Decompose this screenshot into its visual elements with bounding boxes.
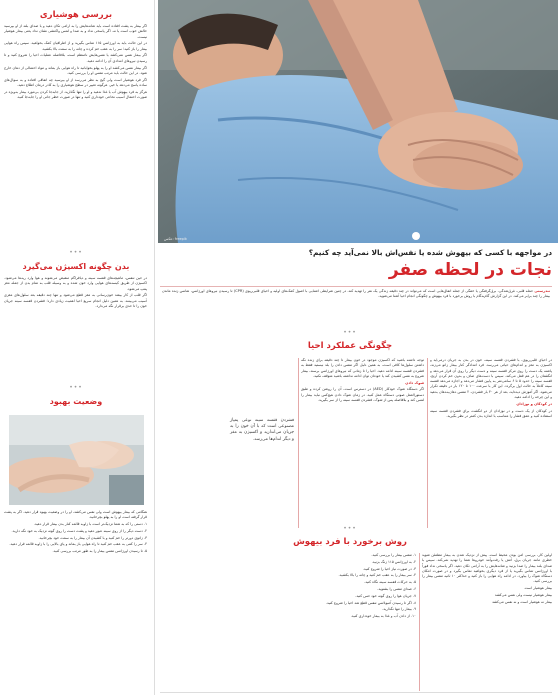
section-heading-unconscious: روش برخورد با فرد بیهوش — [293, 537, 407, 547]
paragraph: اگر دستگاه شوک خودکار (AED) در دسترس است، آن را روشن کرده و طبق دستورالعمل صوتی دستگاه عمل کنید. در زمان شوک دادن هیچ‌کس نباید بیمار را لمس کند و بلافاصله پس از شوک، فشردن قفسه سینه را از سر بگیرید. — [301, 387, 424, 403]
column-divider — [427, 358, 428, 528]
list-item: ۳. در صورت نیاز احیا را شروع کنید. — [362, 566, 416, 571]
separator-stars: ••• — [69, 249, 83, 256]
paragraph: در کودکان از یک دست و در نوزادان از دو انگشت برای فشردن قفسه سینه استفاده کنید و عمق فشار را متناسب با اندازه بدن کمتر در نظر بگیرید. — [430, 408, 552, 418]
list-item: بیمار هوشیار نیست ولی نفس می‌کشد — [494, 593, 552, 598]
column-divider — [419, 553, 420, 691]
bottom-rule — [160, 692, 552, 693]
paragraph: در احیای قلبی‌ریوی، با فشردن قفسه سینه، خون در بدن به جریان درمی‌آید و اکسیژن به مغز و اندام‌های حیاتی می‌رسد. فرد امدادگر کنار بیمار زانو می‌زند، پاشنه یک دست را روی مرکز قفسه سینه و دست دیگر را روی آن قرار می‌دهد و انگشتان را در هم قفل می‌کند. سپس با دست‌های صاف و بدون خم کردن آرنج، قفسه سینه را حدود ۵ تا ۶ سانتی‌متر به پایین فشار می‌دهد و اجازه می‌دهد قفسه سینه کاملاً به حالت اول برگردد. این کار با سرعت ۱۰۰ تا ۱۲۰ بار در دقیقه تکرار می‌شود. اگر آموزش دیده‌اید، بعد از هر ۳۰ بار فشردن، ۲ تنفس دهان‌به‌دهان بدهید و این چرخه را ادامه دهید. — [430, 358, 552, 400]
headline-kicker: در مواجهه با کسی که بیهوش شده یا نفس‌اش بالا نمی‌آید چه کنیم؟ — [308, 248, 552, 257]
unconscious-list — [290, 553, 416, 693]
photo-caption: عکس: freepik — [164, 237, 187, 241]
recovery-body — [4, 510, 147, 692]
list-item: ۵. تا رسیدن اورژانس تنفس بیمار را به طور مرتب بررسی کنید. — [52, 549, 147, 554]
headline-underline — [160, 286, 552, 287]
section-heading-recovery: وضعیت بهبود — [49, 397, 103, 406]
lead-label: تندرستی — [534, 289, 550, 293]
list-item: ۱. دستی را که به شما نزدیک‌تر است با زاویه قائمه کنار بدن بیمار قرار دهید. — [33, 522, 147, 527]
cpr-middle-text — [301, 358, 424, 528]
recovery-position-photo — [9, 415, 144, 505]
list-item: ۶. صدای تنفس را بشنوید. — [377, 586, 416, 591]
list-item: ۴. سر بیمار را به عقب خم کنید و چانه را بالا بکشید. — [338, 573, 416, 578]
list-item: بیمار هوشیار است — [524, 586, 552, 591]
section-heading-consciousness: بررسی هوشیاری — [39, 10, 113, 20]
separator-stars: ••• — [343, 329, 357, 336]
list-item: ۸. اگر تا رسیدن آمبولانس تنفس قطع شد احیا را شروع کنید. — [325, 600, 416, 605]
cpr-photo-illustration — [158, 0, 558, 243]
cpr-right-text — [430, 358, 552, 530]
paragraph: اگر فرد هوشیار است ولی گیج به نظر می‌رسد از او بپرسید چه اتفاقی افتاده و به سوال‌های ساده پاسخ می‌دهد یا خیر. هرگونه تغییر در سطح هوشیاری را به کادر درمان اطلاع دهید. — [4, 77, 147, 87]
paragraph: توجه داشته باشید که اکسیژن موجود در خون بیمار تا چند دقیقه برای زنده نگه داشتن سلول‌ها کافی است، به همین دلیل اگر تنفس دادن را بلد نیستید فقط به فشردن قفسه سینه ادامه دهید. احیا را تا زمانی که نیروهای اورژانس برسند، بیمار شروع به نفس کشیدن کند یا خودتان توان ادامه نداشته باشید متوقف نکنید. — [301, 358, 424, 378]
paragraph: هرگز به فرد بیهوش آب یا غذا ندهید و او را تنها نگذارید. از جابه‌جا کردن بی‌مورد بیمار به‌ویژه در صورت احتمال آسیب نخاعی خودداری کنید و تنها در صورت خطر جانی او را جابه‌جا کنید. — [4, 89, 147, 100]
paragraph: اولین کار، بررسی امن بودن محیط است. پیش از نزدیک شدن به بیمار مطمئن شوید خطری مانند جریان برق، آتش یا رفت‌وآمد خودروها شما را تهدید نمی‌کند. سپس با صدای بلند بیمار را صدا بزنید و شانه‌هایش را به آرامی تکان دهید. اگر پاسخی نداد فوراً با اورژانس تماس بگیرید یا از فرد دیگری بخواهید تماس بگیرد و در صورت امکان دستگاه شوک را بیاورد. در ادامه راه هوایی را باز کنید و حداکثر ۱۰ ثانیه تنفس بیمار را بررسی کنید. — [422, 553, 552, 584]
list-item: ۹. بیمار را تنها نگذارید. — [382, 607, 416, 612]
list-item: ۱۰. از دادن آب و غذا به بیمار خودداری کنید. — [350, 614, 416, 619]
paragraph: اگر بیمار نفس نمی‌کشد یا نفس‌هایش نامنظم است، بلافاصله عملیات احیا را شروع کنید و تا رسیدن نیروهای امدادی آن را ادامه دهید. — [4, 53, 147, 63]
section-heading-cpr: چگونگی عملکرد احیا — [307, 341, 393, 351]
section-heading-oxygen: بدن چگونه اکسیژن می‌گیرد — [22, 262, 130, 271]
unconscious-right-text — [422, 553, 552, 693]
lead-paragraph — [162, 289, 550, 325]
column-divider — [154, 0, 155, 695]
paragraph: هنگامی که بیمار بیهوش است ولی نفس می‌کشد، او را در وضعیت بهبود قرار دهید. اگر به پشت قرار گرفته است او را به پهلو بچرخانید. — [4, 510, 147, 520]
left-column — [0, 0, 152, 695]
list-item: ۱. تنفس بیمار را بررسی کنید. — [371, 553, 416, 557]
separator-stars: ••• — [69, 384, 83, 391]
list-item: ۳. زانوی دورتر را خم کنید و با کشیدن آن بیمار را به سمت خود بچرخانید. — [38, 535, 147, 540]
paragraph: در این حالت باید به اورژانس ۱۱۵ تماس بگیرید و از اطرافیان کمک بخواهید. سپس راه هوایی بیمار را باز کنید؛ سر را به عقب خم کرده و چانه را به سمت بالا بکشید. — [4, 41, 147, 51]
list-item: ۲. دست دیگر را از روی سینه عبور دهید و پشت دست را روی گونه نزدیک به خود نگه دارید. — [11, 528, 147, 533]
pull-quote: فشردن قفسه سینه نوعی پمپاژ مصنوعی است که با آن خون را به جریان می‌اندازید و اکسیژن به مغز و دیگر اندام‌ها می‌رسد. — [230, 418, 294, 442]
separator-stars: ••• — [343, 525, 357, 532]
paragraph: اگر بیمار نفس می‌کشد او را به پهلو بخوابانید تا راه هوایی باز بماند و مواد احتمالی از دهان خارج شود. در این حالت باید مرتب تنفس او را بررسی کنید. — [4, 65, 147, 75]
cpr-photo — [158, 0, 558, 243]
paragraph: اگر قلب از کار بیفتد خون‌رسانی به مغز قطع می‌شود و تنها چند دقیقه بعد سلول‌های مغزی آسیب می‌بینند. به همین دلیل انجام سریع احیا اهمیت زیادی دارد؛ فشردن قفسه سینه جریان خون را تا حدی برقرار نگه می‌دارد. — [4, 293, 147, 308]
subheading-shock: شوک دادن — [405, 380, 424, 385]
recovery-photo-illustration — [9, 415, 144, 505]
paragraph: اگر بیمار به پشت افتاده است باید شانه‌هایش را به آرامی تکان دهید و با صدای بلند از او بپرسید حالش خوب است یا نه. اگر پاسخی نداد و به صدا و لمس واکنشی نشان نداد یعنی بیمار هوشیار نیست. — [4, 24, 147, 39]
lead-text: حمله قلبی، غرق‌شدگی، برق‌گرفتگی یا خفگی از جمله اتفاق‌هایی است که می‌تواند در چند دقیقه زندگی یک نفر را تهدید کند. در چنین شرایطی آشنایی با اصول کمک‌های اولیه و احیای قلبی‌ریوی (CPR) تا رسیدن نیروهای اورژانس، شانس زنده ماندن بیمار را چند برابر می‌کند. در این گزارش گام‌به‌گام با روش برخورد با فرد بیهوش و چگونگی انجام احیا آشنا می‌شوید. — [162, 289, 550, 299]
paragraph: در حین تنفس، ماهیچه‌های قفسه سینه و دیافراگم منقبض می‌شوند و هوا وارد ریه‌ها می‌شود. اکسیژن از طریق کیسه‌های هوایی وارد خون شده و به وسیله قلب به تمام بدن از جمله مغز پمپ می‌شود. — [4, 276, 147, 291]
list-item: ۲. به اورژانس ۱۱۵ زنگ بزنید. — [371, 559, 416, 564]
headline-title: نجات در لحظه صفر — [388, 260, 552, 280]
subheading-children: در کودکان و نوزادان — [516, 401, 552, 406]
list-item: ۵. به حرکات قفسه سینه نگاه کنید. — [364, 580, 416, 585]
list-item: بیمار نه هوشیار است و نه نفس می‌کشد — [492, 599, 552, 604]
consciousness-body — [4, 24, 147, 242]
list-item: ۷. جریان هوا را روی گونه خود حس کنید. — [355, 593, 416, 598]
column-divider — [298, 358, 299, 528]
oxygen-body — [4, 276, 147, 374]
list-item: ۴. سر را کمی به عقب خم کنید تا راه هوایی باز بماند و پای بالایی را با زاویه قائمه قرار دهید. — [9, 542, 147, 547]
